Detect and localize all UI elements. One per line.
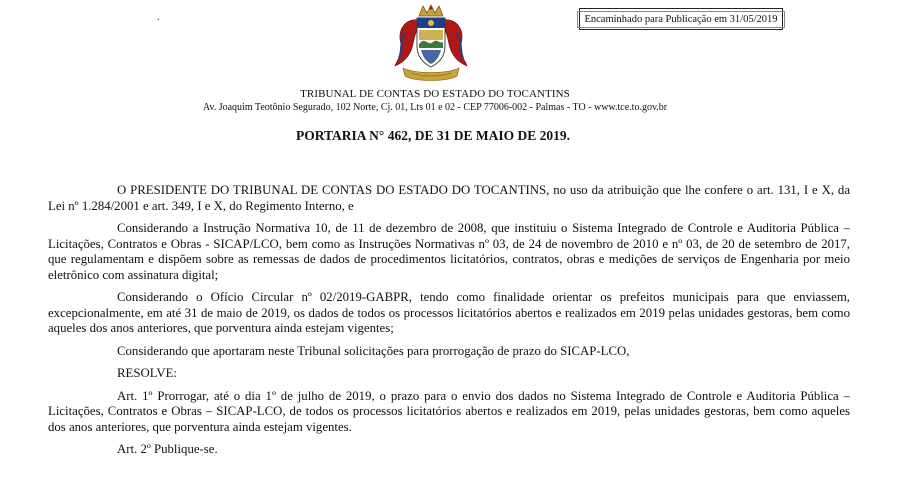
considering-paragraph-1: Considerando a Instrução Normativa 10, de 11 de dezembro de 2008, que instituiu o Sistema Integrado de Controle e Auditoria Pública – Licitações, Contratos e Obras - SICAP/LCO, bem como as Instruções Normativas nº 03, de 24 de novembro de 2010 e nº 03, de 20 de setembro de 2017, que regulamentam e dispõem sobre as remessas de dados de procedimentos licitatórios, contratos, obras e medições de serviços de Engenharia por meio eletrônico com assinatura digital; xyxy=(48,221,850,282)
institution-address: Av. Joaquim Teotônio Segurado, 102 Norte, Cj. 01, Lts 01 e 02 - CEP 77006-002 - Palmas - TO - www.tce.to.gov.br xyxy=(202,102,668,113)
preamble-paragraph: O PRESIDENTE DO TRIBUNAL DE CONTAS DO ESTADO DO TOCANTINS, no uso da atribuição que lhe confere o art. 131, I e X, da Lei nº 1.284/2001 e art. 349, I e X, do Regimento Interno, e xyxy=(48,183,850,213)
document-body xyxy=(48,183,850,465)
coat-of-arms-icon xyxy=(393,4,469,86)
publication-stamp xyxy=(579,8,783,30)
stray-mark: . xyxy=(157,12,160,23)
resolve-heading: RESOLVE: xyxy=(117,366,177,380)
considering-paragraph-3: Considerando que aportaram neste Tribunal solicitações para prorrogação de prazo do SICAP-LCO, xyxy=(117,343,630,358)
article-2: Art. 2º Publique-se. xyxy=(117,442,218,456)
considering-paragraph-2: Considerando o Ofício Circular nº 02/2019-GABPR, tendo como finalidade orientar os prefeitos municipais para que enviassem, excepcionalmente, em até 31 de maio de 2019, os dados de todos os processos licitatórios abertos e realizados em 2019 pelas unidades gestoras, bem como aqueles dos anos anteriores, que porventura ainda estejam vigentes; xyxy=(48,290,850,335)
institution-name: TRIBUNAL DE CONTAS DO ESTADO DO TOCANTINS xyxy=(300,88,570,100)
document-title: PORTARIA N° 462, DE 31 DE MAIO DE 2019. xyxy=(296,128,570,143)
article-1: Art. 1º Prorrogar, até o dia 1º de julho de 2019, o prazo para o envio dos dados no Sistema Integrado de Controle e Auditoria Pública – Licitações, Contratos e Obras – SICAP-LCO, de todos os processos licitatórios abertos e realizados em 2019, pelas unidades gestoras, bem como aqueles dos anos anteriores, que porventura ainda estejam vigentes. xyxy=(48,388,850,434)
publication-stamp-text: Encaminhado para Publicação em 31/05/2019 xyxy=(577,11,784,28)
